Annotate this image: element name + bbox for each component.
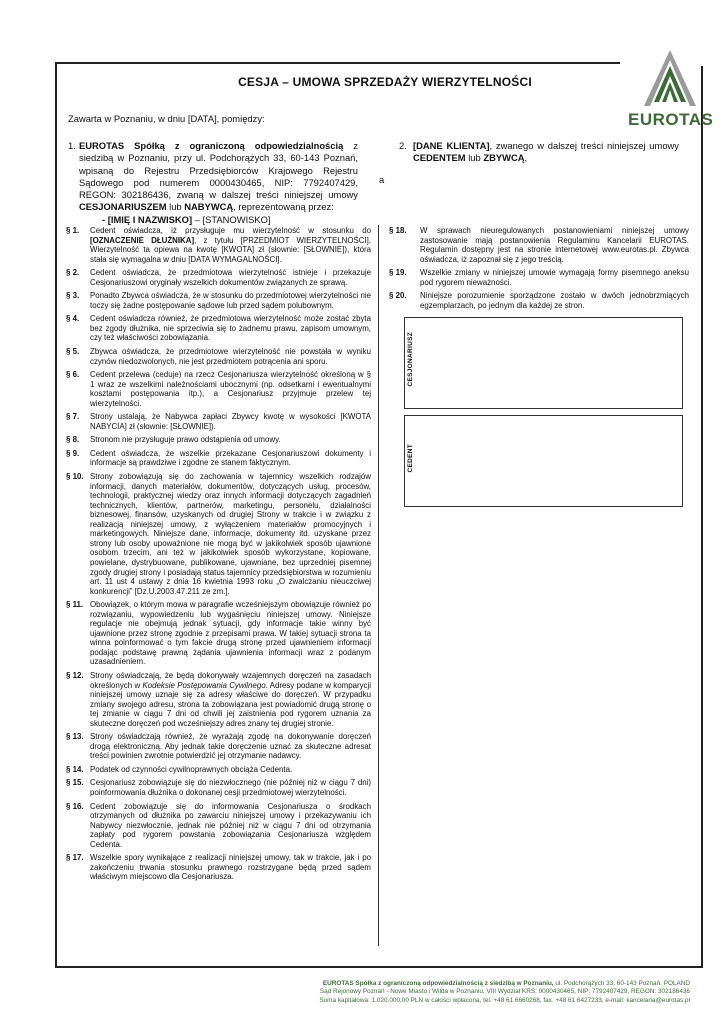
paragraph xyxy=(66,370,371,408)
signature-label-cesjonariusz: CESJONARIUSZ xyxy=(407,332,414,387)
party-1-name: EUROTAS Spółką z ograniczoną odpowiedzialnością xyxy=(79,140,344,151)
paragraph-text: Strony oświadczają również, że wyrażają zgodę na dokonywanie doręczeń drogą elektroniczną. Aby jednak takie doręczenie uznać za skuteczne adresat treści powinien zwrotnie potwierdzić jej otrzymanie nadawcy. xyxy=(90,732,371,761)
paragraph-text: Cedent oświadcza, że przedmiotowa wierzytelność istnieje i przekazuje Cesjonariuszowi oryginały wszelkich dokumentów związanych ze sprawą. xyxy=(90,268,371,287)
paragraph-text: Ponadto Zbywca oświadcza, że w stosunku do przedmiotowej wierzytelności nie toczy się żadne postępowanie sądowe lub przed sądem polubownym. xyxy=(90,291,371,310)
paragraph-text: Kodeksie Postępowania Cywilnego xyxy=(142,680,266,690)
paragraph xyxy=(66,802,371,850)
paragraph-number: § 9. xyxy=(66,448,80,458)
document-title: CESJA – UMOWA SPRZEDAŻY WIERZYTELNOŚCI xyxy=(238,75,532,89)
party-1-representative: - [IMIĘ I NAZWISKO] – [STANOWISKO] xyxy=(102,213,271,225)
paragraph xyxy=(66,226,371,264)
paragraph-number: § 15. xyxy=(66,778,84,788)
paragraph-number: § 19. xyxy=(389,268,407,278)
party-1: 1. EUROTAS Spółką z ograniczoną odpowiedzialnością z siedzibą w Poznaniu, przy ul. Podchorążych 33, 60-143 Poznań, wpisaną do Rejestru Przedsiębiorców Krajowego Rejestru Sądowego pod numerem 0000430465, NIP: 7792407429, REGON: 302186436, zwaną w dalszej treści niniejszej umowy CESJONARIUSZEM lub NABYWCĄ, reprezentowaną przez: - [IMIĘ I NAZWISKO] – [STANOWISKO] xyxy=(68,140,358,225)
paragraph xyxy=(66,853,371,882)
paragraph xyxy=(66,671,371,728)
paragraph-text: Cedent przelewa (ceduje) na rzecz Cesjonariusza wierzytelność określoną w § 1 wraz ze wszelkimi należnościami ubocznymi (np. odsetkami i ewentualnymi kosztami postępowania itp.), a Cesjonariusz przyjmuje przelew tej wierzytelności. xyxy=(90,370,371,408)
party-2-role-2: ZBYWCĄ xyxy=(483,152,525,164)
paragraph xyxy=(66,778,371,797)
party-1-number: 1. xyxy=(68,140,76,151)
party-2: 2. [DANE KLIENTA], zwanego w dalszej treści niniejszej umowy CEDENTEM lub ZBYWCĄ, xyxy=(399,140,679,164)
paragraph xyxy=(389,291,689,310)
paragraph-text: W sprawach nieuregulowanych postanowieniami niniejszej umowy zastosowanie mają postanowienia Regulaminu Kancelarii EUROTAS. Regulamin dostępny jest na stronie internetowej www.eurotas.pl. Zbywca oświadcza, iż zapoznał się z jego treścią. xyxy=(420,226,689,264)
signature-box-cesjonariusz[interactable] xyxy=(404,317,683,409)
paragraph-text: Zbywca oświadcza, że przedmiotowe wierzytelność nie powstała w wyniku czynów niedozwolonych, nie jest przedmiotem potrącenia ani sporu. xyxy=(90,347,371,366)
paragraph xyxy=(66,291,371,310)
paragraph-number: § 7. xyxy=(66,412,80,422)
paragraph-text: Strony oświadczają, że będą dokonywały wzajemnych doręczeń na zasadach określonych w xyxy=(90,670,371,690)
paragraph xyxy=(66,600,371,667)
party-2-number: 2. xyxy=(399,140,407,151)
paragraph-text: [OZNACZENIE DŁUŻNIKA] xyxy=(90,235,195,245)
paragraph-number: § 2. xyxy=(66,268,80,278)
paragraph-text: Podatek od czynności cywilnoprawnych obciąża Cedenta. xyxy=(90,764,293,774)
paragraph-text: Niniejsze porozumienie sporządzone zostało w dwóch jednobrzmiących egzemplarzach, po jednym dla każdej ze stron. xyxy=(420,291,689,310)
paragraph xyxy=(66,268,371,287)
paragraph xyxy=(389,268,689,287)
paragraph-text: Cesjonariusz zobowiązuje się do niezwłocznego (nie później niż w ciągu 7 dni) poinformowania dłużnika o dokonanej cesji przedmiotowej wierzytelności. xyxy=(90,778,371,797)
signature-box-cedent[interactable] xyxy=(404,415,683,507)
signature-label-cedent: CEDENT xyxy=(407,444,414,473)
paragraph-number: § 1. xyxy=(66,226,80,235)
paragraph xyxy=(389,226,689,264)
party-1-text: z siedzibą w Poznaniu, przy ul. Podchorążych 33, 60-143 Poznań, wpisaną do Rejestru Przedsiębiorców Krajowego Rejestru Sądowego pod numerem 0000430465, NIP: 7792407429, REGON: 302186436, zwaną w dalszej treści niniejszej umowy xyxy=(79,140,358,201)
intro-line: Zawarta w Poznaniu, w dniu [DATA], pomiędzy: xyxy=(68,113,265,124)
paragraph-number: § 16. xyxy=(66,801,84,811)
footer xyxy=(150,980,690,1005)
paragraph xyxy=(66,765,371,775)
logo-text: EUROTAS xyxy=(628,110,714,129)
paragraph xyxy=(66,449,371,468)
paragraph-text: Cedent oświadcza, że wszelkie przekazane Cesjonariuszowi dokumenty i informacje są prawdziwe i zgodne ze stanem faktycznym. xyxy=(90,448,371,468)
paragraph-number: § 20. xyxy=(389,291,407,301)
paragraph-number: § 12. xyxy=(66,670,84,680)
party-2-name: [DANE KLIENTA] xyxy=(413,140,490,151)
footer-line-2: Sąd Rejonowy Poznań - Nowe Miasto i Wilda w Poznaniu, VIII Wydział KRS: 0000430465, NIP: 7792407429, REGON: 302186436 xyxy=(319,988,690,996)
paragraph xyxy=(66,732,371,761)
paragraph-number: § 18. xyxy=(389,226,407,235)
paragraph-text: Wszelkie zmiany w niniejszej umowie wymagają formy pisemnego aneksu pod rygorem nieważności. xyxy=(420,268,689,287)
paragraph xyxy=(66,412,371,431)
party-conjunction: a xyxy=(379,174,385,185)
paragraph xyxy=(66,347,371,366)
paragraph-text: Cedent oświadcza również, że przedmiotowa wierzytelność może zostać zbyta bez zgody dłużnika, nie sprzeciwia się to żadnemu prawu, zapisom umownym, czy też właściwości zobowiązania. xyxy=(90,314,371,343)
party-1-role-1: CESJONARIUSZEM xyxy=(79,201,167,213)
paragraphs-right-column xyxy=(389,226,689,314)
footer-line-3: Suma kapitałowa: 1.020.000,00 PLN w całości wpłacona, tel. +48 61 6660268, fax. +48 61 6427233, e-mail: kancelaria@eurotas.pl xyxy=(319,996,690,1004)
paragraph-text: . Adresy podane w komparycji niniejszej umowy uznaje się za adresy właściwe do doręczeń. W przypadku zmiany swojego adresu, strona ta zobowiązana jest powiadomić drugą stronę o tej zmianie w ciągu 7 dni od chwili jej zaistnienia pod rygorem uznania za skuteczne doręczeń pod wcześniejszy adres znany tej drugiej stronie. xyxy=(90,680,371,728)
paragraph-text: Stronom nie przysługuje prawo odstąpienia od umowy. xyxy=(90,435,281,445)
footer-line-1: EUROTAS Spółka z ograniczoną odpowiedzialnością z siedzibą w Poznaniu, ul. Podchorążych 33, 60-143 Poznań, POLAND xyxy=(322,980,690,987)
paragraph-text: Wszelkie spory wynikające z realizacji niniejszej umowy, tak w trakcie, jak i po zakończeniu trwania stosunku prawnego rozstrzygane będą przed sądem właściwym miejscowo dla Cesjonariusza. xyxy=(90,853,371,882)
paragraph-number: § 13. xyxy=(66,732,84,742)
paragraph-text: Cedent oświadcza, iż przysługuje mu wierzytelność w stosunku do xyxy=(90,226,371,235)
paragraph-number: § 17. xyxy=(66,853,84,863)
paragraph-number: § 11. xyxy=(66,600,84,610)
paragraph-number: § 14. xyxy=(66,764,84,774)
paragraph-number: § 10. xyxy=(66,472,84,482)
paragraph-text: Obowiązek, o którym mowa w paragrafie wcześniejszym obowiązuje również po rozwiązaniu, wypowiedzeniu lub wygaśnięciu niniejszej umowy. Niniejsze regulacje nie obejmują jednak sytuacji, gdy informacje takie winny być ujawnione przez stronę zgodnie z przepisami prawa. W takiej sytuacji strona ta winna poinformować o tym fakcie drugą stronę przed ujawnieniem informacji podając podstawę prawną żądania ujawnienia informacji wraz z podanym uzasadnieniem. xyxy=(90,600,371,667)
paragraph xyxy=(66,472,371,596)
party-2-role-1: CEDENTEM xyxy=(413,152,466,164)
party-1-role-2: NABYWCĄ xyxy=(184,201,234,213)
paragraph-number: § 8. xyxy=(66,435,80,445)
paragraph-number: § 4. xyxy=(66,314,80,324)
paragraph-number: § 5. xyxy=(66,347,80,357)
paragraph-number: § 6. xyxy=(66,370,80,380)
paragraph xyxy=(66,435,371,445)
paragraph xyxy=(66,314,371,343)
paragraphs-left-column xyxy=(66,226,371,886)
column-divider xyxy=(378,225,379,946)
paragraph-text: Strony ustalają, że Nabywca zapłaci Zbywcy kwotę w wysokości [KWOTA NABYCIA] zł (słownie: [SŁOWNIE]). xyxy=(90,412,371,431)
paragraph-text: , z tytułu [PRZEDMIOT WIERZYTELNOŚCI]. Wierzytelność ta opiewa na kwotę [KWOTA] zł (słownie: [SŁOWNIE]), która stała się wymagalna w dniu [DATA WYMAGALNOŚCI]. xyxy=(90,235,372,264)
paragraph-text: Cedent zobowiązuje się do informowania Cesjonariusza o środkach otrzymanych od dłużnika po zawarciu niniejszej umowy i przekazywaniu ich Nabywcy niezwłocznie, jednak nie później niż w ciągu 7 dni od otrzymania zapłaty pod rygorem powstania zobowiązania Cesjonariusza względem Cedenta. xyxy=(90,801,371,849)
paragraph-text: Strony zobowiązują się do zachowania w tajemnicy wszelkich rodzajów informacji, danych materiałów, dokumentów, dotyczących usług, procesów, technologii, praktycznej wiedzy oraz innych informacji dotyczących zagadnień technicznych, klientów, partnerów, marketingu, personelu, działalności biznesowej, finansów, uzyskanych od drugiej Strony w trakcie i w związku z realizacją niniejszej umowy, z wyłączeniem materiałów promocyjnych i marketingowych. Niniejsze dane, informacje, dokumenty itd. uzyskane przez strony lub osoby upoważnione nie mogą być w jakikolwiek sposób ujawnione osobom trzecim, ani też w jakikolwiek sposób wykorzystane, kopiowane, powielane, dystrybuowane, publikowane, ujawniane, bez uprzedniej pisemnej zgody drugiej strony i posiadają status tajemnicy przedsiębiorstwa w rozumieniu art. 11 ust 4 ustawy z dnia 16 kwietnia 1993 roku „O zwalczaniu nieuczciwej konkurencji” [Dz.U.2003.47.211 ze zm.]. xyxy=(90,472,371,596)
paragraph-number: § 3. xyxy=(66,291,80,301)
